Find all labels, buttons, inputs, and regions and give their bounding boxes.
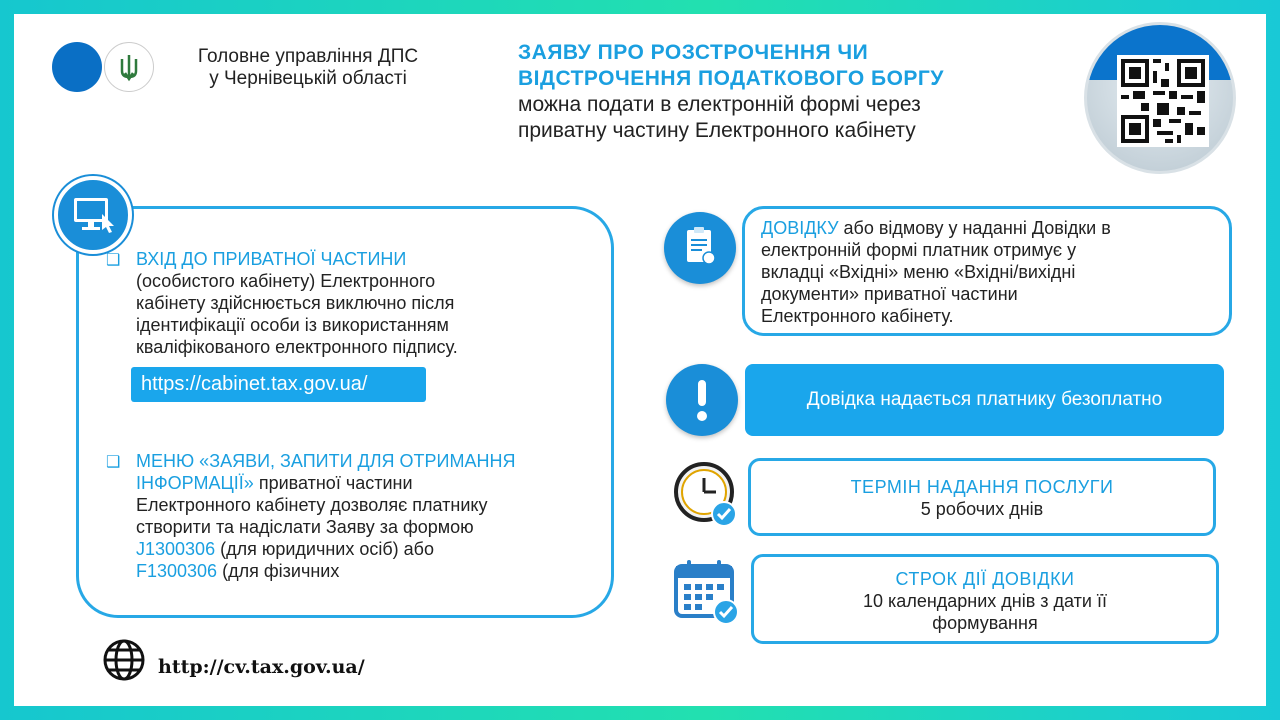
title-line-1: ЗАЯВУ ПРО РОЗСТРОЧЕННЯ ЧИ bbox=[518, 41, 869, 64]
certificate-text-line: вкладці «Вхідні» меню «Вхідні/вихідні bbox=[761, 262, 1076, 282]
menu-text: (для юридичних осіб) або bbox=[215, 539, 434, 559]
cabinet-entry-line: (особистого кабінету) Електронного bbox=[136, 271, 436, 291]
document-badge bbox=[664, 212, 736, 284]
calendar-icon bbox=[672, 556, 744, 628]
qr-badge bbox=[1084, 22, 1236, 174]
trident-icon bbox=[105, 43, 153, 91]
menu-text-line: Електронного кабінету дозволяє платнику bbox=[136, 495, 488, 515]
validity-line-2: формування bbox=[932, 613, 1038, 633]
document-icon bbox=[664, 212, 736, 284]
menu-text: (для фізичних bbox=[217, 561, 340, 581]
cabinet-entry-line: кабінету здійснюється виключно після bbox=[136, 293, 455, 313]
computer-icon bbox=[58, 180, 128, 250]
trident-logo bbox=[104, 42, 154, 92]
service-term-heading: ТЕРМІН НАДАННЯ ПОСЛУГИ bbox=[850, 477, 1114, 497]
cabinet-entry-line: ідентифікації особи із використанням bbox=[136, 315, 449, 335]
qr-code[interactable] bbox=[1117, 55, 1209, 147]
qr-code-icon bbox=[1117, 55, 1209, 147]
title-line-3: можна подати в електронній формі через bbox=[518, 93, 921, 116]
checkbox-bullet-icon: ❑ bbox=[106, 454, 121, 471]
globe-icon bbox=[102, 638, 146, 682]
cabinet-entry-heading: ВХІД ДО ПРИВАТНОЇ ЧАСТИНИ bbox=[136, 249, 407, 269]
form-code-individual: F1300306 bbox=[136, 561, 218, 581]
form-code-legal: J1300306 bbox=[136, 539, 216, 559]
title-line-4: приватну частину Електронного кабінету bbox=[518, 119, 916, 142]
certificate-text-line: Електронного кабінету. bbox=[761, 306, 954, 326]
menu-text-line: створити та надіслати Заяву за формою bbox=[136, 517, 474, 537]
clock-icon bbox=[670, 458, 742, 530]
menu-text: приватної частини bbox=[253, 473, 413, 493]
service-term-value: 5 робочих днів bbox=[920, 499, 1044, 519]
certificate-text: або відмову у наданні Довідки в bbox=[838, 218, 1111, 238]
certificate-text-line: електронній формі платник отримує у bbox=[761, 240, 1077, 260]
validity-heading: СТРОК ДІЇ ДОВІДКИ bbox=[895, 569, 1075, 589]
validity-line-1: 10 календарних днів з дати її bbox=[863, 591, 1107, 611]
exclamation-icon bbox=[666, 364, 738, 436]
calendar-badge bbox=[672, 556, 744, 628]
menu-heading-line-2: ІНФОРМАЦІЇ» bbox=[136, 473, 254, 493]
cabinet-entry-line: кваліфікованого електронного підпису. bbox=[136, 337, 458, 357]
clock-badge bbox=[670, 458, 742, 530]
service-term-box bbox=[748, 458, 1216, 536]
checkbox-bullet-icon: ❑ bbox=[106, 252, 121, 269]
certificate-receipt-box bbox=[742, 206, 1232, 336]
dps-logo bbox=[52, 42, 102, 92]
website-link[interactable]: http://cv.tax.gov.ua/ bbox=[158, 656, 365, 678]
certificate-validity-box bbox=[751, 554, 1219, 644]
exclamation-badge bbox=[666, 364, 738, 436]
free-service-banner: Довідка надається платнику безоплатно bbox=[745, 364, 1224, 436]
certificate-highlight: ДОВІДКУ bbox=[761, 218, 839, 238]
cabinet-link[interactable]: https://cabinet.tax.gov.ua/ bbox=[131, 367, 426, 402]
page-title bbox=[518, 40, 1058, 144]
org-line-2: у Чернівецькій області bbox=[209, 68, 407, 89]
menu-applications-text bbox=[136, 450, 515, 582]
title-line-2: ВІДСТРОЧЕННЯ ПОДАТКОВОГО БОРГУ bbox=[518, 67, 944, 90]
certificate-text-line: документи» приватної частини bbox=[761, 284, 1018, 304]
org-line-1: Головне управління ДПС bbox=[197, 46, 419, 67]
menu-heading-line-1: МЕНЮ «ЗАЯВИ, ЗАПИТИ ДЛЯ ОТРИМАННЯ bbox=[136, 451, 516, 471]
organization-name bbox=[168, 46, 448, 90]
monitor-badge bbox=[54, 176, 132, 254]
cabinet-entry-text bbox=[136, 248, 458, 358]
